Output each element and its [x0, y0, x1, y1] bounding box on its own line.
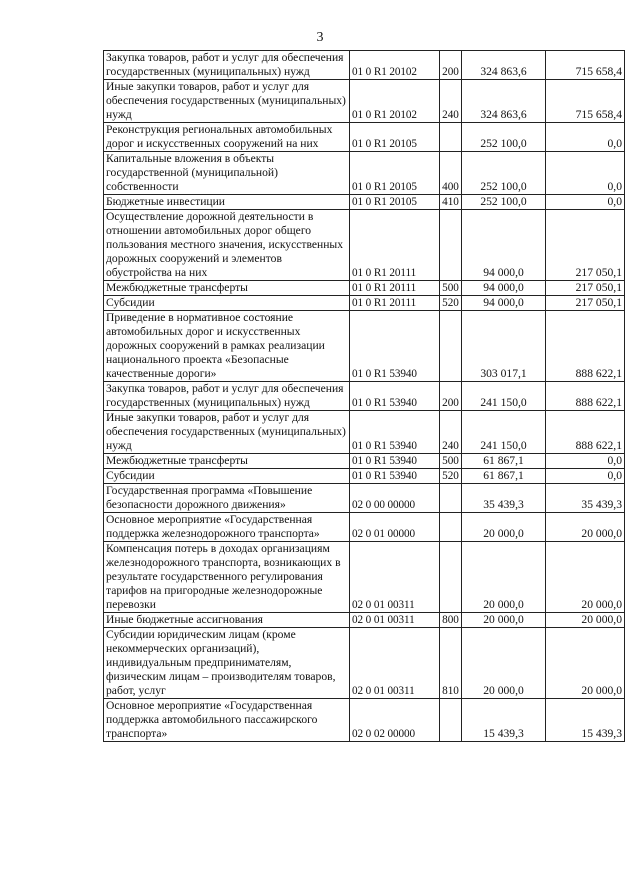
row-code-cell: 01 0 R1 20111: [350, 296, 440, 311]
row-code-cell: 01 0 R1 53940: [350, 454, 440, 469]
row-name-cell: Закупка товаров, работ и услуг для обеспечения государственных (муниципальных) нужд: [104, 382, 350, 411]
row-name-cell: Осуществление дорожной деятельности в отношении автомобильных дорог общего пользования местного значения, искусственных дорожных сооружений и элементов обустройства на них: [104, 210, 350, 281]
table-row: [104, 542, 625, 613]
row-amount-1-cell: 94 000,0: [462, 210, 546, 281]
row-amount-2-cell: 715 658,4: [546, 80, 625, 123]
row-amount-1-cell: 94 000,0: [462, 281, 546, 296]
row-amount-2-cell: 20 000,0: [546, 613, 625, 628]
row-expense-type-cell: 400: [440, 152, 462, 195]
table-row: [104, 51, 625, 80]
row-name-cell: Межбюджетные трансферты: [104, 454, 350, 469]
row-name-cell: Иные закупки товаров, работ и услуг для обеспечения государственных (муниципальных) нужд: [104, 80, 350, 123]
row-amount-1-cell: 324 863,6: [462, 51, 546, 80]
row-code-cell: 01 0 R1 20102: [350, 80, 440, 123]
page-number: 3: [316, 30, 324, 45]
table-row: [104, 699, 625, 742]
row-expense-type-cell: 810: [440, 628, 462, 699]
row-amount-1-cell: 241 150,0: [462, 411, 546, 454]
row-expense-type-cell: 800: [440, 613, 462, 628]
row-expense-type-cell: [440, 513, 462, 542]
row-name-cell: Капитальные вложения в объекты государственной (муниципальной) собственности: [104, 152, 350, 195]
row-amount-2-cell: 20 000,0: [546, 628, 625, 699]
table-row: [104, 296, 625, 311]
row-amount-1-cell: 20 000,0: [462, 513, 546, 542]
row-name-cell: Межбюджетные трансферты: [104, 281, 350, 296]
row-code-cell: 01 0 R1 53940: [350, 411, 440, 454]
row-name-cell: Компенсация потерь в доходах организациям железнодорожного транспорта, возникающих в результате государственного регулирования тарифов на пригородные железнодорожные перевозки: [104, 542, 350, 613]
row-amount-2-cell: 217 050,1: [546, 281, 625, 296]
row-amount-2-cell: 715 658,4: [546, 51, 625, 80]
row-amount-2-cell: 0,0: [546, 123, 625, 152]
row-amount-2-cell: 888 622,1: [546, 411, 625, 454]
table-row: [104, 628, 625, 699]
table-row: [104, 152, 625, 195]
row-amount-2-cell: 217 050,1: [546, 296, 625, 311]
row-amount-1-cell: 15 439,3: [462, 699, 546, 742]
table-row: [104, 123, 625, 152]
row-name-cell: Субсидии: [104, 469, 350, 484]
row-amount-1-cell: 20 000,0: [462, 542, 546, 613]
row-code-cell: 01 0 R1 20105: [350, 195, 440, 210]
row-expense-type-cell: 240: [440, 411, 462, 454]
row-name-cell: Иные бюджетные ассигнования: [104, 613, 350, 628]
row-name-cell: Бюджетные инвестиции: [104, 195, 350, 210]
row-code-cell: 01 0 R1 53940: [350, 382, 440, 411]
row-amount-2-cell: 888 622,1: [546, 382, 625, 411]
row-amount-2-cell: 217 050,1: [546, 210, 625, 281]
row-amount-1-cell: 20 000,0: [462, 628, 546, 699]
row-amount-1-cell: 241 150,0: [462, 382, 546, 411]
row-amount-1-cell: 61 867,1: [462, 469, 546, 484]
row-code-cell: 02 0 01 00311: [350, 628, 440, 699]
table-row: [104, 469, 625, 484]
budget-table-body: [104, 51, 625, 742]
row-expense-type-cell: [440, 699, 462, 742]
row-expense-type-cell: 500: [440, 454, 462, 469]
row-code-cell: 01 0 R1 53940: [350, 311, 440, 382]
row-code-cell: 01 0 R1 20111: [350, 281, 440, 296]
row-amount-1-cell: 35 439,3: [462, 484, 546, 513]
row-code-cell: 02 0 01 00000: [350, 513, 440, 542]
row-code-cell: 02 0 01 00311: [350, 613, 440, 628]
table-row: [104, 210, 625, 281]
row-amount-1-cell: 94 000,0: [462, 296, 546, 311]
row-name-cell: Иные закупки товаров, работ и услуг для обеспечения государственных (муниципальных) нужд: [104, 411, 350, 454]
row-name-cell: Закупка товаров, работ и услуг для обеспечения государственных (муниципальных) нужд: [104, 51, 350, 80]
table-row: [104, 80, 625, 123]
row-name-cell: Реконструкция региональных автомобильных дорог и искусственных сооружений на них: [104, 123, 350, 152]
row-name-cell: Основное мероприятие «Государственная поддержка железнодорожного транспорта»: [104, 513, 350, 542]
row-name-cell: Государственная программа «Повышение безопасности дорожного движения»: [104, 484, 350, 513]
row-name-cell: Приведение в нормативное состояние автомобильных дорог и искусственных дорожных сооружений в рамках реализации национального проекта «Безопасные качественные дороги»: [104, 311, 350, 382]
row-amount-1-cell: 252 100,0: [462, 195, 546, 210]
row-amount-2-cell: 0,0: [546, 454, 625, 469]
row-expense-type-cell: 240: [440, 80, 462, 123]
row-amount-2-cell: 0,0: [546, 152, 625, 195]
row-code-cell: 01 0 R1 20105: [350, 123, 440, 152]
row-amount-1-cell: 252 100,0: [462, 152, 546, 195]
row-amount-2-cell: 0,0: [546, 195, 625, 210]
table-row: [104, 382, 625, 411]
row-code-cell: 02 0 00 00000: [350, 484, 440, 513]
table-row: [104, 281, 625, 296]
table-row: [104, 454, 625, 469]
row-code-cell: 01 0 R1 20111: [350, 210, 440, 281]
row-expense-type-cell: [440, 123, 462, 152]
row-expense-type-cell: 520: [440, 296, 462, 311]
table-row: [104, 513, 625, 542]
row-amount-1-cell: 61 867,1: [462, 454, 546, 469]
row-amount-1-cell: 252 100,0: [462, 123, 546, 152]
table-row: [104, 311, 625, 382]
row-expense-type-cell: [440, 484, 462, 513]
row-amount-1-cell: 324 863,6: [462, 80, 546, 123]
row-expense-type-cell: 520: [440, 469, 462, 484]
budget-table: [103, 50, 625, 742]
row-name-cell: Субсидии: [104, 296, 350, 311]
row-code-cell: 02 0 01 00311: [350, 542, 440, 613]
row-code-cell: 01 0 R1 53940: [350, 469, 440, 484]
table-row: [104, 484, 625, 513]
row-code-cell: 01 0 R1 20102: [350, 51, 440, 80]
table-row: [104, 195, 625, 210]
row-expense-type-cell: 410: [440, 195, 462, 210]
row-expense-type-cell: 200: [440, 382, 462, 411]
row-amount-1-cell: 303 017,1: [462, 311, 546, 382]
table-row: [104, 411, 625, 454]
row-amount-2-cell: 888 622,1: [546, 311, 625, 382]
row-amount-2-cell: 20 000,0: [546, 513, 625, 542]
row-amount-2-cell: 20 000,0: [546, 542, 625, 613]
row-expense-type-cell: 200: [440, 51, 462, 80]
row-expense-type-cell: [440, 542, 462, 613]
row-expense-type-cell: [440, 210, 462, 281]
row-name-cell: Субсидии юридическим лицам (кроме некоммерческих организаций), индивидуальным предпринимателям, физическим лицам – производителям товаров, работ, услуг: [104, 628, 350, 699]
row-amount-1-cell: 20 000,0: [462, 613, 546, 628]
row-expense-type-cell: [440, 311, 462, 382]
row-name-cell: Основное мероприятие «Государственная поддержка автомобильного пассажирского транспорта»: [104, 699, 350, 742]
row-amount-2-cell: 15 439,3: [546, 699, 625, 742]
row-code-cell: 01 0 R1 20105: [350, 152, 440, 195]
row-expense-type-cell: 500: [440, 281, 462, 296]
table-row: [104, 613, 625, 628]
row-amount-2-cell: 35 439,3: [546, 484, 625, 513]
row-code-cell: 02 0 02 00000: [350, 699, 440, 742]
row-amount-2-cell: 0,0: [546, 469, 625, 484]
